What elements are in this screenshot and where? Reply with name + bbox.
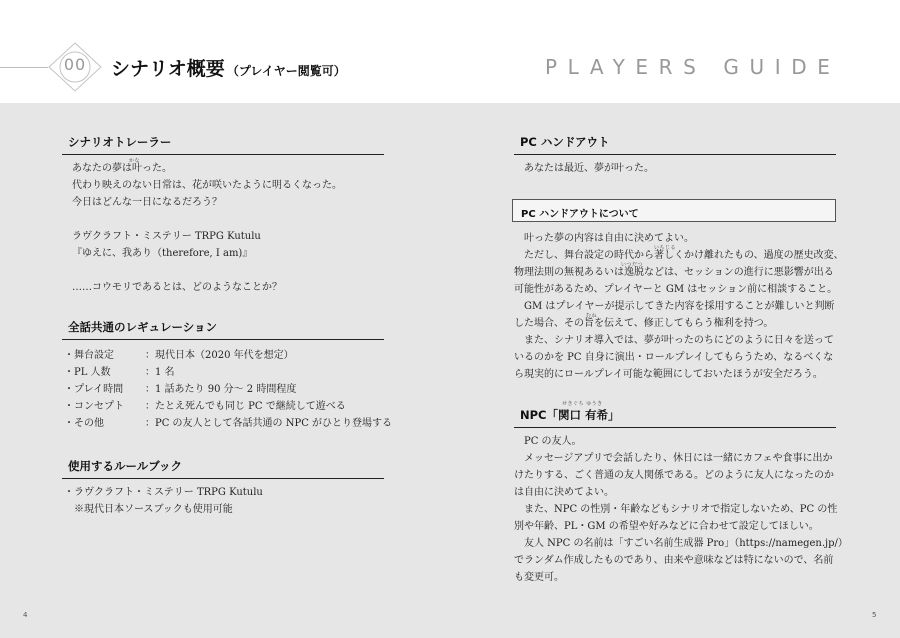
npc-line: 別や年齢、PL・GM の希望や好みなどに合わせて設定してほしい。: [514, 521, 819, 532]
title-suffix: （プレイヤー閲覧可）: [226, 64, 346, 78]
npc-line: でランダム作成したものであり、由来や意味などは特にないので、名前: [514, 555, 834, 566]
page-number-right: 5: [872, 611, 877, 619]
about-handout-line: いるのかを PC 自身に演出・ロールプレイしてもらうため、なるべくな: [514, 352, 834, 363]
trailer-line: ラヴクラフト・ミステリー TRPG Kutulu: [72, 231, 261, 242]
regulation-key: ・プレイ時間: [64, 384, 124, 395]
ruby-itsudatsu: いつだつ: [621, 262, 644, 268]
about-handout-line: 叶った夢の内容は自由に決めてよい。: [524, 233, 694, 244]
regulation-key: ・その他: [64, 418, 104, 429]
regulation-key: ・PL 人数: [64, 367, 111, 378]
trailer-line: 『ゆえに、我あり（therefore, I am)』: [72, 248, 253, 259]
pc-handout-text: あなたは最近、夢が叶った。: [524, 163, 654, 174]
trailer-line: 今日はどんな一日になるだろう？: [72, 197, 222, 208]
regulation-key: ・舞台設定: [64, 350, 114, 361]
regulation-heading: 全話共通のレギュレーション: [62, 319, 384, 340]
ruby-ichijirushiku: いちじる: [654, 245, 677, 251]
about-handout-line: ただし、舞台設定の時代から著しくかけ離れたもの、過度の歴史改変、: [524, 250, 844, 261]
npc-line: けたりする、ごく普通の友人関係である。どのように友人になったのか: [514, 470, 834, 481]
ruby-npc-name: せきぐち ゆうき: [562, 401, 603, 407]
players-guide-label: PLAYERS GUIDE: [545, 55, 841, 79]
page-header: [0, 0, 900, 103]
regulation-value: ：1 話あたり 90 分〜 2 時間程度: [145, 384, 297, 395]
title-main: シナリオ概要: [111, 58, 225, 80]
trailer-line: ……コウモリであるとは、どのようなことか？: [72, 282, 282, 293]
regulation-key: ・コンセプト: [64, 401, 124, 412]
about-handout-line: 物理法則の無視あるいは逸脱などは、セッションの進行に悪影響が出る: [514, 267, 834, 278]
about-handout-line: 可能性があるため、プレイヤーと GM はセッション前に相談すること。: [514, 284, 838, 295]
regulation-value: ：たとえ死んでも同じ PC で継続して遊べる: [145, 401, 346, 412]
regulation-value: ：PC の友人として各話共通の NPC がひとり登場する: [145, 418, 393, 429]
trailer-line: 代わり映えのない日常は、花が咲いたように明るくなった。: [72, 180, 342, 191]
about-handout-line: GM はプレイヤーが提示してきた内容を採用することが難しいと判断: [524, 301, 835, 312]
npc-heading: NPC「関口 有希」: [514, 407, 836, 428]
npc-line: PC の友人。: [524, 436, 582, 447]
about-handout-line: ら現実的にロールプレイ可能な範囲にしておいたほうが安全だろう。: [514, 369, 823, 380]
header-rule: [0, 67, 48, 68]
about-handout-line: した場合、その旨を伝えて、修正してもらう権利を持つ。: [514, 318, 774, 329]
rulebook-line: ・ラヴクラフト・ミステリー TRPG Kutulu: [64, 487, 263, 498]
npc-line: は自由に決めてよい。: [514, 487, 614, 498]
about-handout-line: また、シナリオ導入では、夢が叶ったのちにどのように日々を送って: [524, 335, 834, 346]
npc-line: 友人 NPC の名前は「すごい名前生成器 Pro」（https://namegen.jp/）: [524, 538, 848, 549]
ruby-kanau: かな: [129, 158, 141, 164]
npc-line: も変更可。: [514, 572, 564, 583]
about-handout-heading: PC ハンドアウトについて: [512, 199, 836, 222]
trailer-heading: シナリオトレーラー: [62, 134, 384, 155]
npc-line: メッセージアプリで会話したり、休日には一緒にカフェや食事に出か: [524, 453, 833, 464]
section-number: 00: [63, 55, 87, 74]
npc-line: また、NPC の性別・年齢などもシナリオで指定しないため、PC の性: [524, 504, 838, 515]
page-number-left: 4: [23, 611, 28, 619]
trailer-line: あなたの夢は叶った。: [72, 163, 172, 174]
pc-handout-heading: PC ハンドアウト: [514, 134, 836, 155]
regulation-value: ：1 名: [145, 367, 175, 378]
rulebook-heading: 使用するルールブック: [62, 458, 384, 479]
regulation-value: ：現代日本（2020 年代を想定）: [145, 350, 294, 361]
ruby-mune: むね: [586, 313, 598, 319]
page-title: [111, 54, 346, 81]
rulebook-line: ※現代日本ソースブックも使用可能: [64, 504, 233, 515]
